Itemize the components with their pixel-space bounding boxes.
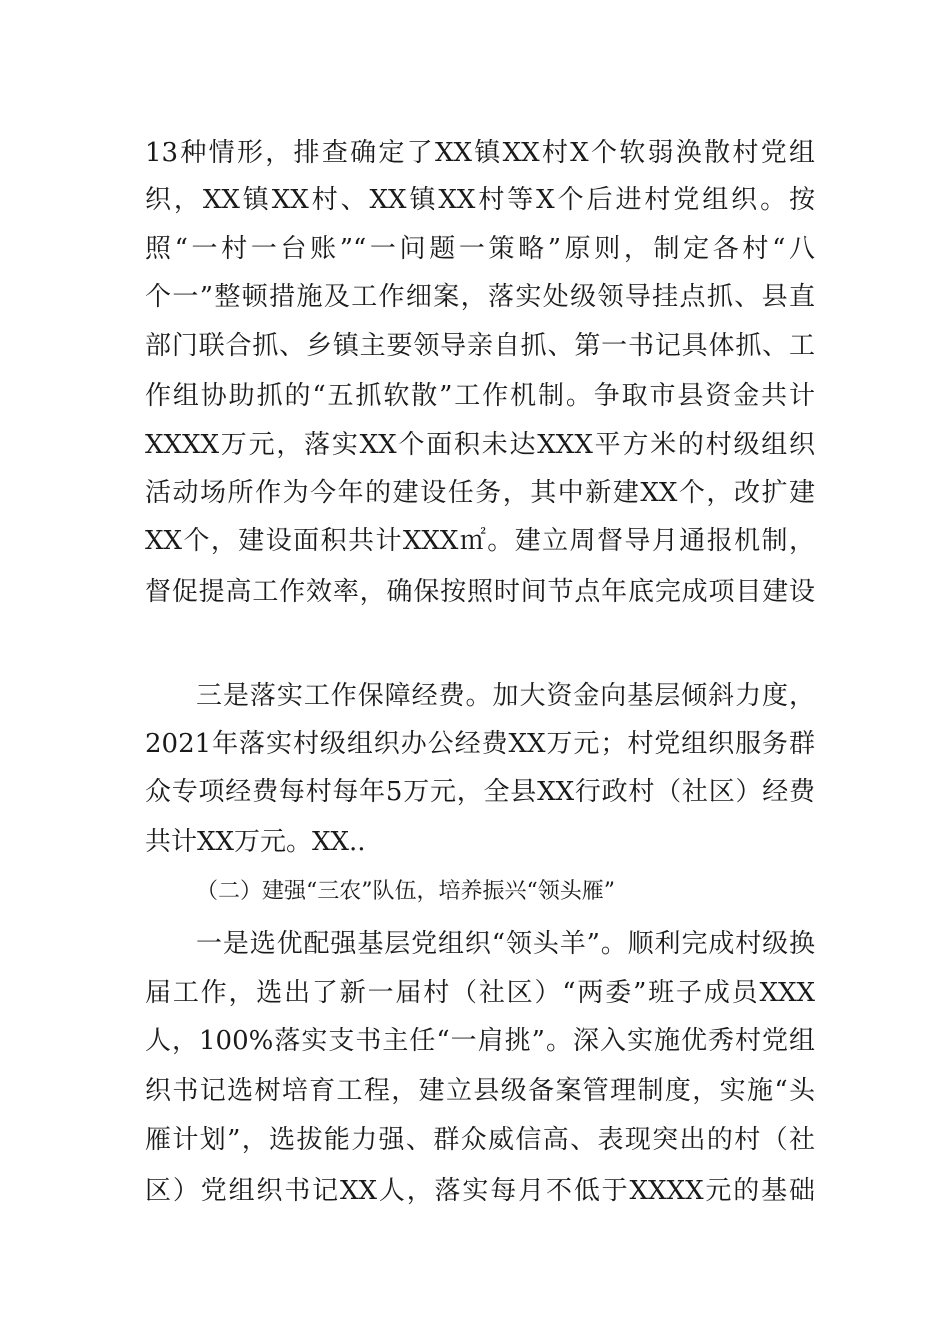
text-line-1: 13种情形，排查确定了XX镇XX村X个软弱涣散村党组 <box>145 138 815 168</box>
text-line-5: 部门联合抓、乡镇主要领导亲自抓、第一书记具体抓、工 <box>145 331 815 361</box>
text-line-9: XX个，建设面积共计XXX㎡。建立周督导月通报机制， <box>145 526 815 556</box>
paragraph-one-line-6: 区）党组织书记XX人，落实每月不低于XXXX元的基础 <box>145 1176 815 1206</box>
paragraph-one-line-2: 届工作，选出了新一届村（社区）“两委”班子成员XXX <box>145 978 815 1008</box>
text-line-2: 织，XX镇XX村、XX镇XX村等X个后进村党组织。按 <box>145 185 815 215</box>
paragraph-three-line-3: 众专项经费每村每年5万元，全县XX行政村（社区）经费 <box>145 777 815 807</box>
text-line-6: 作组协助抓的“五抓软散”工作机制。争取市县资金共计 <box>145 381 815 411</box>
text-line-3: 照“一村一台账”“一问题一策略”原则，制定各村“八 <box>145 234 815 264</box>
text-line-10: 督促提高工作效率，确保按照时间节点年底完成项目建设 <box>145 577 815 607</box>
paragraph-one-line-4: 织书记选树培育工程，建立县级备案管理制度，实施“头 <box>145 1076 815 1106</box>
text-line-7: XXXX万元，落实XX个面积未达XXX平方米的村级组织 <box>145 430 815 460</box>
paragraph-one-line-5: 雁计划”，选拔能力强、群众威信高、表现突出的村（社 <box>145 1125 815 1155</box>
section-heading: （二）建强“三农”队伍，培养振兴“领头雁” <box>196 879 615 904</box>
paragraph-three-line-2: 2021年落实村级组织办公经费XX万元；村党组织服务群 <box>145 729 815 759</box>
paragraph-three-line-4: 共计XX万元。XX.. <box>145 827 366 857</box>
paragraph-one-line-3: 人，100%落实支书主任“一肩挑”。深入实施优秀村党组 <box>145 1026 815 1056</box>
text-line-8: 活动场所作为今年的建设任务，其中新建XX个，改扩建 <box>145 478 815 508</box>
paragraph-three-line-1: 三是落实工作保障经费。加大资金向基层倾斜力度， <box>196 681 815 711</box>
paragraph-one-line-1: 一是选优配强基层党组织“领头羊”。顺利完成村级换 <box>196 929 815 959</box>
text-line-4: 个一”整顿措施及工作细案，落实处级领导挂点抓、县直 <box>145 282 815 312</box>
